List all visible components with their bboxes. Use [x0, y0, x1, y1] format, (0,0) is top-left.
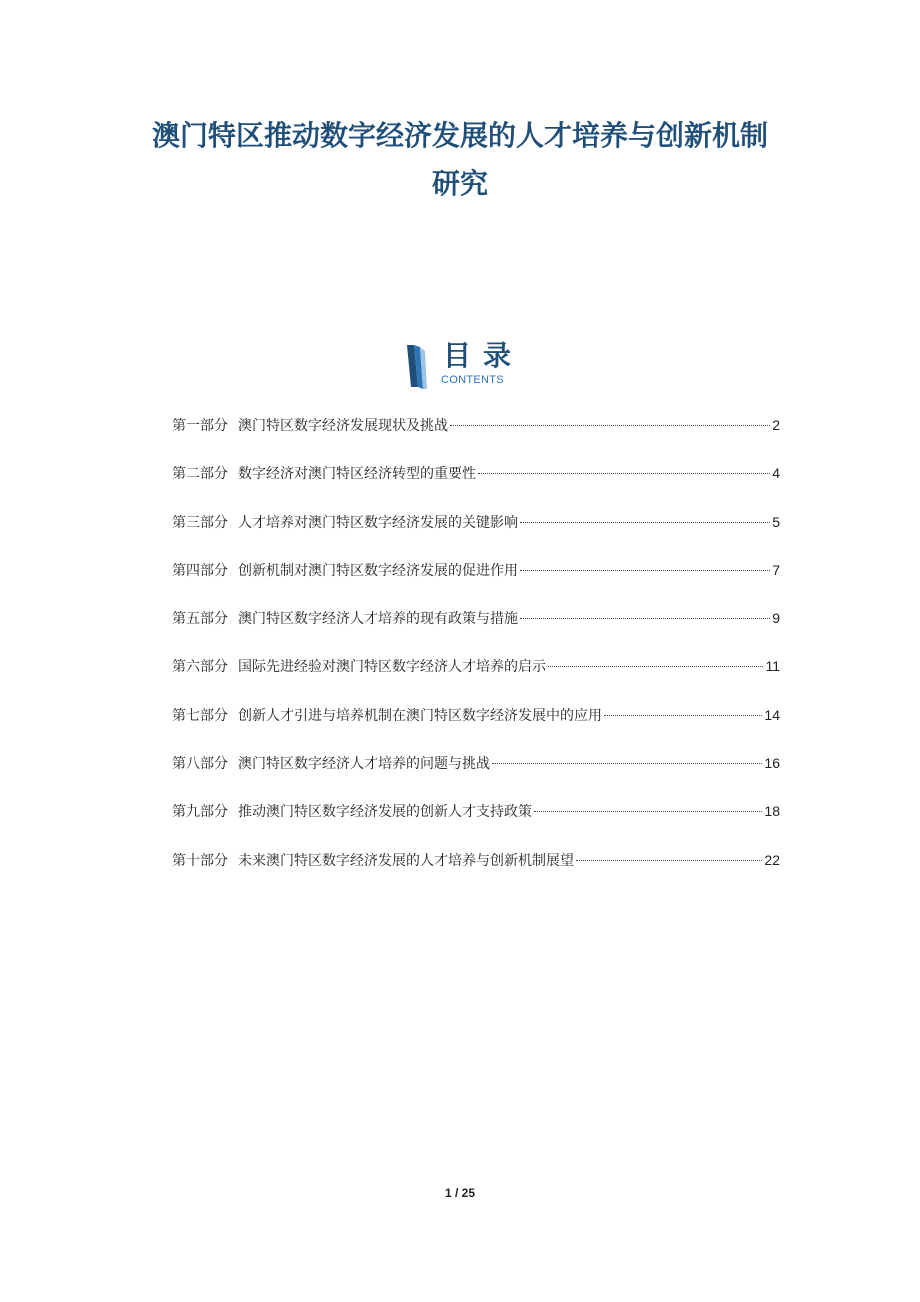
- page-number: 1 / 25: [444, 1186, 476, 1200]
- document-title-continued: 研究: [431, 167, 488, 200]
- toc-entry-title: 数字经济对澳门特区经济转型的重要性: [238, 466, 476, 483]
- toc-dot-leader: [534, 811, 762, 812]
- toc-entry-title: 推动澳门特区数字经济发展的创新人才支持政策: [238, 804, 532, 821]
- toc-entry-title: 澳门特区数字经济人才培养的问题与挑战: [238, 756, 490, 773]
- toc-entry[interactable]: [172, 558, 780, 606]
- toc-heading-label: 目录: [443, 339, 524, 372]
- toc-dot-leader: [492, 763, 762, 764]
- toc-entry-number: 第六部分: [172, 659, 228, 676]
- toc-entry[interactable]: [172, 461, 780, 509]
- toc-entry-title: 澳门特区数字经济人才培养的现有政策与措施: [238, 611, 518, 628]
- toc-entry-page: 4: [772, 465, 780, 482]
- toc-entry-title: 澳门特区数字经济发展现状及挑战: [238, 418, 448, 434]
- toc-entry-number: 第十部分: [172, 852, 228, 869]
- toc-entry[interactable]: [172, 751, 780, 799]
- toc-entry-page: 22: [764, 851, 780, 868]
- toc-entry-number: 第八部分: [172, 756, 228, 773]
- toc-entry-title: 未来澳门特区数字经济发展的人才培养与创新机制展望: [238, 852, 574, 869]
- toc-dot-leader: [604, 715, 762, 716]
- toc-entry-number: 第九部分: [172, 804, 228, 821]
- toc-entry-page: 9: [772, 610, 780, 627]
- document-title: 澳门特区推动数字经济发展的人才培养与创新机制: [151, 119, 768, 152]
- toc-entry-page: 18: [764, 803, 780, 820]
- toc-entry[interactable]: [172, 654, 780, 702]
- toc-entry[interactable]: [172, 848, 780, 896]
- toc-entry-page: 16: [764, 755, 780, 772]
- toc-entry-page: 11: [765, 658, 780, 675]
- toc-heading-english: CONTENTS: [441, 374, 504, 386]
- toc-entry[interactable]: [172, 799, 780, 847]
- toc-dot-leader: [478, 473, 770, 474]
- toc-entry-number: 第四部分: [172, 562, 228, 579]
- toc-entry[interactable]: [172, 703, 780, 751]
- toc-entry-page: 7: [772, 561, 780, 578]
- toc-dot-leader: [576, 860, 762, 861]
- toc-dot-leader: [548, 666, 763, 667]
- toc-dot-leader: [520, 618, 770, 619]
- toc-entry-page: 2: [772, 417, 780, 433]
- contents-logo-icon: [405, 345, 431, 389]
- toc-entry-number: 第三部分: [172, 514, 228, 531]
- toc-entry-number: 第一部分: [172, 418, 228, 434]
- toc-dot-leader: [450, 425, 770, 426]
- toc-entry-title: 创新机制对澳门特区数字经济发展的促进作用: [238, 562, 518, 579]
- toc-entry-title: 国际先进经验对澳门特区数字经济人才培养的启示: [238, 659, 546, 676]
- toc-entry-number: 第二部分: [172, 466, 228, 483]
- toc-entry-page: 14: [764, 706, 780, 723]
- toc-dot-leader: [520, 570, 770, 571]
- toc-entry-title: 创新人才引进与培养机制在澳门特区数字经济发展中的应用: [238, 707, 602, 724]
- toc-entry-page: 5: [772, 513, 780, 530]
- toc-dot-leader: [520, 522, 770, 523]
- toc-entry-number: 第七部分: [172, 707, 228, 724]
- toc-entry[interactable]: [172, 413, 780, 461]
- toc-entry[interactable]: [172, 510, 780, 558]
- toc-entry-number: 第五部分: [172, 611, 228, 628]
- toc-entry[interactable]: [172, 606, 780, 654]
- toc-heading: [405, 341, 535, 389]
- toc-entry-title: 人才培养对澳门特区数字经济发展的关键影响: [238, 514, 518, 531]
- table-of-contents: [172, 413, 780, 896]
